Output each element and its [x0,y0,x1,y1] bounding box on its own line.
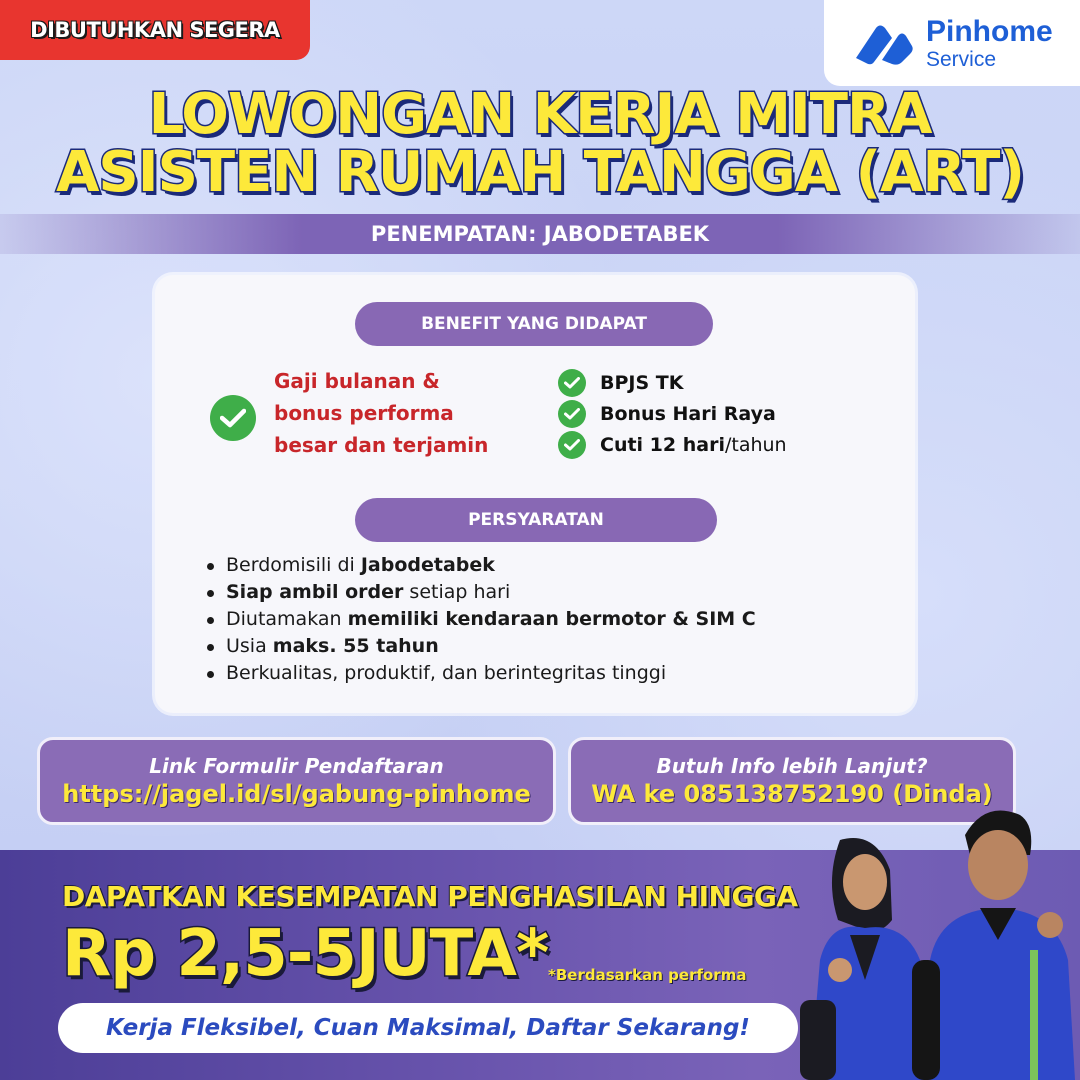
promo-footnote: *Berdasarkan performa [548,966,747,984]
salary-line: Gaji bulanan & [274,369,440,393]
cta-text: Kerja Fleksibel, Cuan Maksimal, Daftar Sekarang! [106,1015,750,1041]
main-title-line-1: LOWONGAN KERJA MITRA [148,82,932,147]
man-worker-figure [912,811,1075,1080]
benefit-item [558,367,787,398]
requirement-item [205,579,756,606]
requirement-item [205,660,756,687]
check-icon [558,369,586,397]
check-icon [558,431,586,459]
benefit-heading: BENEFIT YANG DIDAPAT [421,314,647,334]
main-title-line-2: ASISTEN RUMAH TANGGA (ART) [56,140,1024,205]
requirement-text: setiap hari [403,581,511,603]
promo-headline: DAPATKAN KESEMPATAN PENGHASILAN HINGGA [62,880,798,913]
requirement-text: Berkualitas, produktif, dan berintegritas tinggi [226,662,667,684]
requirement-bold: memiliki kendaraan bermotor & SIM C [347,608,756,630]
benefit-list [558,367,787,460]
salary-line: besar dan terjamin [274,433,489,457]
pinhome-logo-icon [852,20,914,66]
requirement-item [205,552,756,579]
placement-band [0,214,1080,254]
brand-logo [824,0,1080,86]
logo-sub-name: Service [926,47,997,71]
requirement-text: Usia [226,635,273,657]
promo-amount: Rp 2,5-5JUTA* [62,917,549,991]
requirement-bold: maks. 55 tahun [272,635,439,657]
benefit-item [558,398,787,429]
requirements-heading-pill [355,498,717,542]
woman-worker-figure [800,838,930,1080]
benefit-item-suffix: /tahun [724,433,787,456]
benefit-heading-pill [355,302,713,346]
check-icon [558,400,586,428]
benefit-item-label: Bonus Hari Raya [600,402,776,425]
contact-info-label: Butuh Info lebih Lanjut? [656,754,928,778]
requirements-heading: PERSYARATAN [468,510,604,530]
contact-whatsapp[interactable]: WA ke 085138752190 (Dinda) [591,780,993,808]
benefit-item-label: BPJS TK [600,371,684,394]
details-card [155,275,915,713]
urgent-badge [0,0,310,60]
registration-form-link[interactable]: https://jagel.id/sl/gabung-pinhome [62,780,531,808]
requirement-item [205,633,756,660]
urgent-badge-text: DIBUTUHKAN SEGERA [30,18,280,42]
salary-line: bonus performa [274,401,454,425]
workers-photo [780,800,1080,1080]
requirements-list [205,552,756,687]
benefit-item [558,429,787,460]
registration-form-label: Link Formulir Pendaftaran [149,754,444,778]
salary-text [274,365,514,461]
benefit-item-label: Cuti 12 hari [600,433,725,456]
cta-bar[interactable] [58,1003,798,1053]
registration-form-box[interactable] [37,737,556,825]
requirement-text: Diutamakan [226,608,348,630]
requirement-text: Berdomisili di [226,554,361,576]
logo-brand-name: Pinhome [926,14,1053,48]
check-icon [210,395,256,441]
requirement-item [205,606,756,633]
requirement-bold: Jabodetabek [360,554,495,576]
requirement-bold: Siap ambil order [226,581,404,603]
placement-text: PENEMPATAN: JABODETABEK [370,222,710,246]
